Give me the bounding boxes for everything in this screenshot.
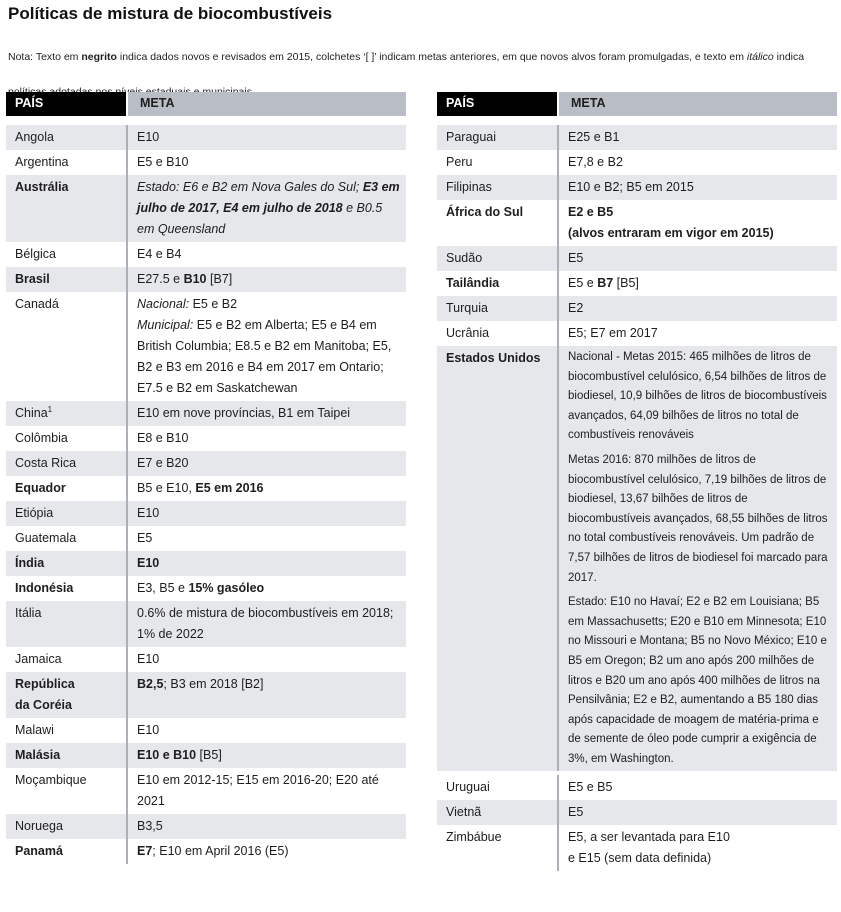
country-cell: Filipinas: [446, 180, 492, 194]
meta-cell: E8 e B10: [126, 426, 406, 451]
country-cell: Costa Rica: [15, 456, 77, 470]
meta-cell: [126, 839, 406, 864]
table-row: [437, 246, 837, 271]
meta-cell: E7,8 e B2: [557, 150, 837, 175]
meta-cell: [557, 825, 837, 871]
country-cell: Etiópia: [15, 506, 54, 520]
table-row: [6, 647, 406, 672]
country-cell: Turquia: [446, 301, 488, 315]
meta-cell: E10: [126, 718, 406, 743]
table-row: [437, 271, 837, 296]
meta-paragraph: Estado: E10 no Havaí; E2 e B2 em Louisiana; B5 em Massachusetts; E20 e B10 em Minnesota; E10 no Missouri e Montana; B5 no Novo México; E10 e B5 em Oregon; B2 um ano após 200 milhões de litros e B20 um ano após 400 milhões de litros na Pensilvânia; E2 e B2, aumentando a B5 180 dias após capacidade de moagem de matéria-prima e de semente de óleo pode cumprir a exigência de 3%, em Washington.: [568, 596, 827, 765]
meta-text-new: E3 em julho de 2017, E4 em julho de 2018: [137, 180, 400, 215]
meta-cell: [126, 576, 406, 601]
meta-cell: E5: [126, 526, 406, 551]
table-row: [6, 267, 406, 292]
table-row: [6, 814, 406, 839]
country-cell: Indonésia: [15, 581, 74, 595]
meta-cell: E4 e B4: [126, 242, 406, 267]
table-row: [6, 839, 406, 864]
meta-cell: E5: [557, 800, 837, 825]
meta-text-new: B2,5: [137, 677, 164, 691]
meta-text: e B0.5 em Queensland: [137, 201, 383, 236]
meta-cell: [557, 346, 837, 771]
meta-text: B5 e E10,: [137, 481, 196, 495]
meta-cell: E5 e B10: [126, 150, 406, 175]
table-header: [6, 92, 406, 116]
table-row: [6, 551, 406, 576]
meta-cell: E10: [126, 501, 406, 526]
country-cell: Moçambique: [15, 773, 87, 787]
meta-text: [B5]: [613, 276, 639, 290]
country-cell: Vietnã: [446, 805, 482, 820]
meta-cell: E10 em 2012-15; E15 em 2016-20; E20 até 2021: [126, 768, 406, 814]
table-row: [6, 292, 406, 401]
meta-cell: [557, 271, 837, 296]
meta-cell: [126, 743, 406, 768]
country-cell: Peru: [446, 155, 473, 169]
table-header: [437, 92, 837, 116]
table-row: [6, 768, 406, 814]
meta-text: ; B3 em 2018 [B2]: [163, 677, 264, 691]
table-row: [6, 401, 406, 426]
table-row: [437, 825, 837, 871]
note-part: indica dados novos e revisados em 2015, colchetes ‘[ ]’ indicam metas anteriores, em que novos alvos foram promulgadas, e texto em: [116, 51, 747, 63]
country-cell: Índia: [15, 556, 45, 570]
country-cell: Malawi: [15, 723, 54, 737]
table-row: [437, 346, 837, 771]
country-cell: Panamá: [15, 844, 63, 858]
country-cell: Austrália: [15, 180, 69, 194]
meta-text-new: E5 em 2016: [195, 481, 264, 495]
header-meta: META: [557, 92, 837, 116]
table-row: [6, 451, 406, 476]
meta-cell: [126, 476, 406, 501]
country-cell: Colômbia: [15, 431, 68, 445]
table-row: [6, 242, 406, 267]
meta-text-new: E2 e B5: [568, 205, 614, 219]
note-part: Nota: Texto em: [8, 51, 82, 63]
meta-text-new: E7: [137, 844, 153, 858]
country-cell: Bélgica: [15, 247, 56, 261]
meta-cell: B3,5: [126, 814, 406, 839]
meta-cell: [126, 672, 406, 718]
footnote-marker: 1: [47, 404, 53, 414]
meta-cell: E10: [126, 125, 406, 150]
meta-cell: [557, 200, 837, 246]
table-row: [6, 150, 406, 175]
page-title: Políticas de mistura de biocombustíveis: [8, 4, 333, 23]
country-cell: Brasil: [15, 272, 50, 286]
meta-text: E5, a ser levantada para E10: [568, 830, 730, 845]
country-cell: Tailândia: [446, 276, 500, 290]
country-cell: [6, 401, 126, 426]
meta-text: E5 e: [568, 276, 598, 290]
meta-text-new: (alvos entraram em vigor em 2015): [568, 226, 774, 240]
meta-cell: [126, 175, 406, 242]
header-country: PAÍS: [437, 92, 557, 116]
country-cell: Equador: [15, 481, 66, 495]
country-name: República: [15, 677, 75, 691]
table-row: [437, 800, 837, 825]
meta-text: E27.5 e: [137, 272, 184, 286]
meta-text: [B5]: [196, 748, 222, 762]
right-table: [437, 92, 837, 871]
country-cell: Argentina: [15, 155, 69, 169]
table-row: [437, 775, 837, 800]
meta-text: E3, B5 e: [137, 581, 189, 595]
country-cell: África do Sul: [446, 205, 524, 219]
note-part: indica: [776, 51, 805, 63]
meta-cell: E2: [557, 296, 837, 321]
table-row: [437, 150, 837, 175]
country-cell: Itália: [15, 606, 42, 620]
meta-text-new: B7: [597, 276, 614, 290]
meta-cell: 0.6% de mistura de biocombustíveis em 2018; 1% de 2022: [126, 601, 406, 647]
table-row: [6, 601, 406, 647]
note-bold-word: negrito: [81, 51, 117, 63]
country-cell: Ucrânia: [446, 326, 490, 340]
meta-text: Municipal:: [137, 318, 194, 332]
meta-cell: E10 em nove províncias, B1 em Taipei: [126, 401, 406, 426]
note-italic-word: itálico: [746, 51, 774, 63]
country-cell: Estados Unidos: [446, 351, 541, 365]
table-row: [6, 576, 406, 601]
table-row: [6, 476, 406, 501]
meta-cell: E25 e B1: [557, 125, 837, 150]
meta-cell: E5: [557, 246, 837, 271]
meta-text-new: B10: [183, 272, 207, 286]
country-name: da Coréia: [15, 698, 72, 712]
country-cell: Canadá: [15, 297, 59, 311]
meta-text: ; E10 em April 2016 (E5): [152, 844, 289, 858]
country-cell: Jamaica: [15, 652, 62, 666]
meta-text-new: E10 e B10: [137, 748, 197, 762]
table-row: [6, 501, 406, 526]
meta-text: [B7]: [206, 272, 233, 286]
country-name: China: [15, 406, 48, 420]
country-cell: Guatemala: [15, 531, 77, 545]
meta-text: E5 e B2 em Alberta; E5 e B4 em British Columbia; E8.5 e B2 em Manitoba; E5, B2 e B3 em 2016 e B4 em 2017 em Ontario; E7.5 e B2 em Saskatchewan: [137, 318, 392, 395]
meta-cell: E10: [126, 551, 406, 576]
table-row: [6, 175, 406, 242]
table-row: [6, 526, 406, 551]
country-cell: Noruega: [15, 819, 63, 833]
country-cell: Sudão: [446, 251, 483, 265]
table-row: [6, 426, 406, 451]
table-row: [6, 125, 406, 150]
table-row: [437, 296, 837, 321]
table-row: [6, 743, 406, 768]
country-cell: Angola: [15, 130, 54, 144]
country-cell: [6, 672, 126, 718]
meta-cell: E5 e B5: [557, 775, 837, 800]
meta-paragraph: Metas 2016: 870 milhões de litros de biocombustível celulósico, 7,19 bilhões de litros de biodiesel, 13,67 bilhões de litros de biocombustíveis avançados, 68,55 bilhões de litros no total combustíveis renováveis. Um padrão de 7,57 bilhões de litros de biodiesel foi marcado para 2017.: [568, 453, 828, 584]
country-cell: Uruguai: [446, 780, 490, 795]
country-cell: Zimbábue: [446, 830, 502, 845]
table-row: [437, 200, 837, 246]
country-cell: Paraguai: [446, 130, 497, 144]
table-row: [6, 718, 406, 743]
meta-cell: E10 e B2; B5 em 2015: [557, 175, 837, 200]
meta-cell: E5; E7 em 2017: [557, 321, 837, 346]
table-row: [437, 125, 837, 150]
table-row: [437, 321, 837, 346]
header-meta: META: [126, 92, 406, 116]
header-country: PAÍS: [6, 92, 126, 116]
meta-cell: [126, 267, 406, 292]
meta-text: e E15 (sem data definida): [568, 851, 712, 866]
meta-text: Estado: E6 e B2 em Nova Gales do Sul;: [137, 180, 363, 194]
meta-cell: E7 e B20: [126, 451, 406, 476]
meta-paragraph: Nacional - Metas 2015: 465 milhões de litros de biocombustível celulósico, 6,54 bilhões de litros de biodiesel, 10,9 bilhões de litros de biocombustíveis avançados, 64,09 bilhões de litros no total de combustíveis renováveis: [568, 351, 827, 442]
left-table: [6, 92, 406, 864]
meta-cell: [126, 292, 406, 401]
meta-text: E5 e B2: [189, 297, 238, 311]
meta-text-new: 15% gasóleo: [188, 581, 265, 595]
country-cell: Malásia: [15, 748, 61, 762]
meta-text: Nacional:: [137, 297, 190, 311]
table-row: [6, 672, 406, 718]
table-row: [437, 175, 837, 200]
meta-cell: E10: [126, 647, 406, 672]
